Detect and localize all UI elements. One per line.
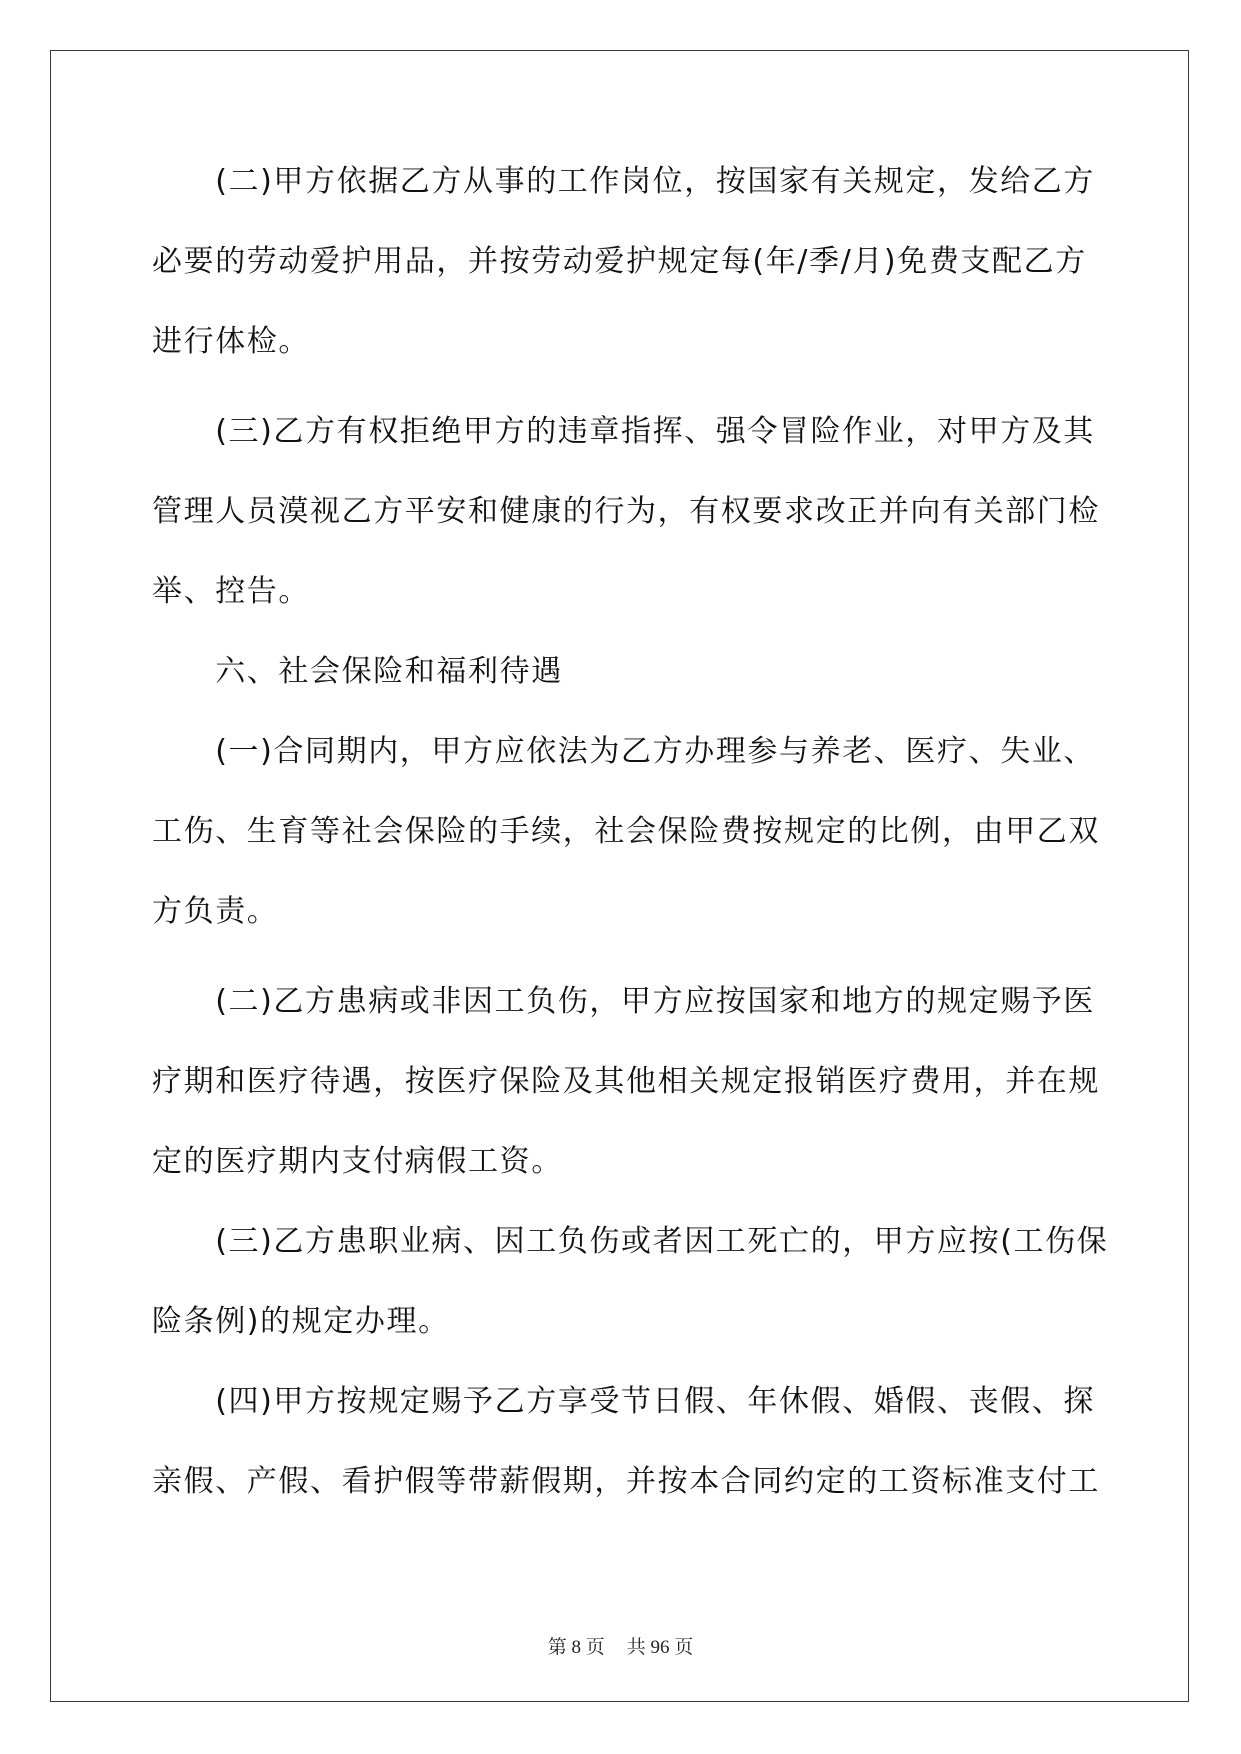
text-line: 方负责。 (152, 894, 279, 929)
text-line: (二)甲方依据乙方从事的工作岗位，按国家有关规定，发给乙方 (152, 164, 1096, 199)
page-number: 第 8 页 (547, 1637, 605, 1658)
text-line: 险条例)的规定办理。 (152, 1304, 450, 1339)
text-line: 必要的劳动爱护用品，并按劳动爱护规定每(年/季/月)免费支配乙方 (152, 244, 1087, 279)
text-line: (一)合同期内，甲方应依法为乙方办理参与养老、医疗、失业、 (152, 734, 1096, 769)
text-line: 亲假、产假、看护假等带薪假期，并按本合同约定的工资标准支付工 (152, 1464, 1100, 1499)
text-line: 管理人员漠视乙方平安和健康的行为，有权要求改正并向有关部门检 (152, 494, 1100, 529)
section-heading: 六、社会保险和福利待遇 (152, 654, 563, 689)
text-line: 疗期和医疗待遇，按医疗保险及其他相关规定报销医疗费用，并在规 (152, 1064, 1100, 1099)
text-line: (三)乙方有权拒绝甲方的违章指挥、强令冒险作业，对甲方及其 (152, 414, 1096, 449)
text-line: 举、控告。 (152, 574, 310, 609)
text-line: 进行体检。 (152, 324, 310, 359)
page-footer (0, 1632, 1241, 1659)
text-line: (三)乙方患职业病、因工负伤或者因工死亡的，甲方应按(工伤保 (152, 1224, 1109, 1259)
page-frame (50, 50, 1189, 1702)
text-line: 工伤、生育等社会保险的手续，社会保险费按规定的比例，由甲乙双 (152, 814, 1100, 849)
text-line: (四)甲方按规定赐予乙方享受节日假、年休假、婚假、丧假、探 (152, 1384, 1096, 1419)
text-line: (二)乙方患病或非因工负伤，甲方应按国家和地方的规定赐予医 (152, 984, 1096, 1019)
text-line: 定的医疗期内支付病假工资。 (152, 1144, 563, 1179)
total-pages: 共 96 页 (626, 1637, 694, 1658)
